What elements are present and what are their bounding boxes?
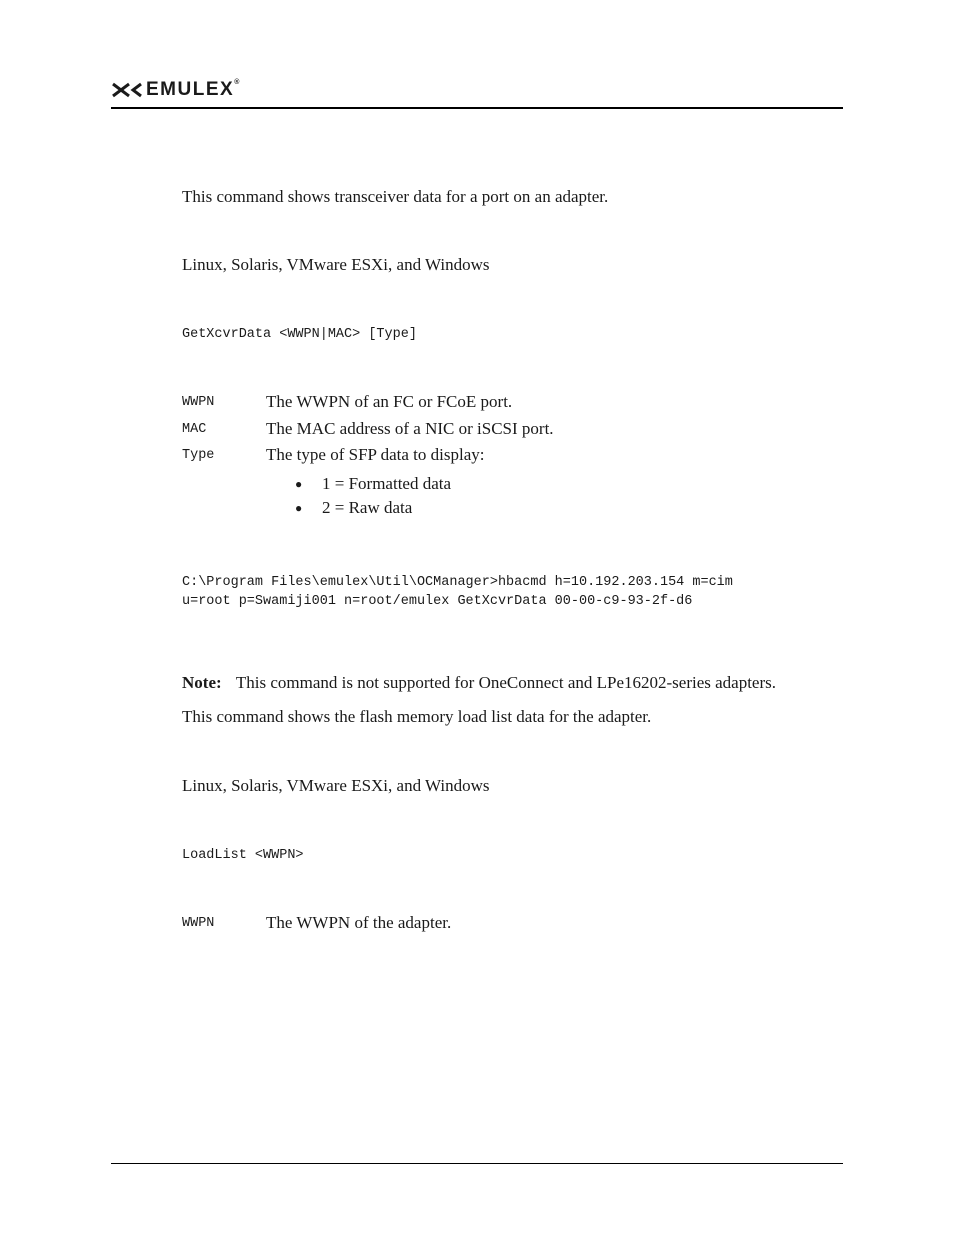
note-label: Note:: [182, 673, 222, 692]
loadlist-param-name-wwpn: WWPN: [182, 916, 215, 931]
loadlist-param-desc-wwpn: The WWPN of the adapter.: [266, 913, 452, 932]
getxcvrdata-description: This command shows transceiver data for a port on an adapter.: [182, 187, 609, 206]
type-option-raw: 2 = Raw data: [322, 498, 413, 517]
getxcvrdata-platforms: Linux, Solaris, VMware ESXi, and Windows: [182, 255, 490, 274]
getxcvrdata-syntax: GetXcvrData <WWPN|MAC> [Type]: [182, 327, 417, 342]
footer-rule: [111, 1163, 843, 1164]
note-text: This command is not supported for OneConnect and LPe16202-series adapters.: [235, 673, 777, 692]
param-desc-mac: The MAC address of a NIC or iSCSI port.: [266, 419, 554, 438]
header-rule: [111, 107, 843, 109]
bullet-icon: ●: [295, 501, 303, 515]
param-name-mac: MAC: [182, 422, 207, 437]
loadlist-platforms: Linux, Solaris, VMware ESXi, and Windows: [182, 776, 490, 795]
param-name-wwpn: WWPN: [182, 395, 215, 410]
loadlist-syntax: LoadList <WWPN>: [182, 848, 304, 863]
loadlist-description: This command shows the flash memory load list data for the adapter.: [182, 707, 652, 726]
type-option-formatted: 1 = Formatted data: [322, 474, 452, 493]
note: [182, 673, 776, 693]
param-desc-wwpn: The WWPN of an FC or FCoE port.: [266, 392, 513, 411]
logo-wordmark: EMULEX®: [146, 79, 241, 100]
example-line-2: u=root p=Swamiji001 n=root/emulex GetXcvrData 00-00-c9-93-2f-d6: [182, 594, 693, 609]
emulex-logo-icon: [111, 82, 143, 98]
example-line-1: C:\Program Files\emulex\Util\OCManager>hbacmd h=10.192.203.154 m=cim: [182, 575, 733, 590]
param-desc-type: The type of SFP data to display:: [266, 445, 485, 464]
trademark-mark: ®: [234, 79, 241, 86]
param-name-type: Type: [182, 448, 215, 463]
bullet-icon: ●: [295, 477, 303, 491]
